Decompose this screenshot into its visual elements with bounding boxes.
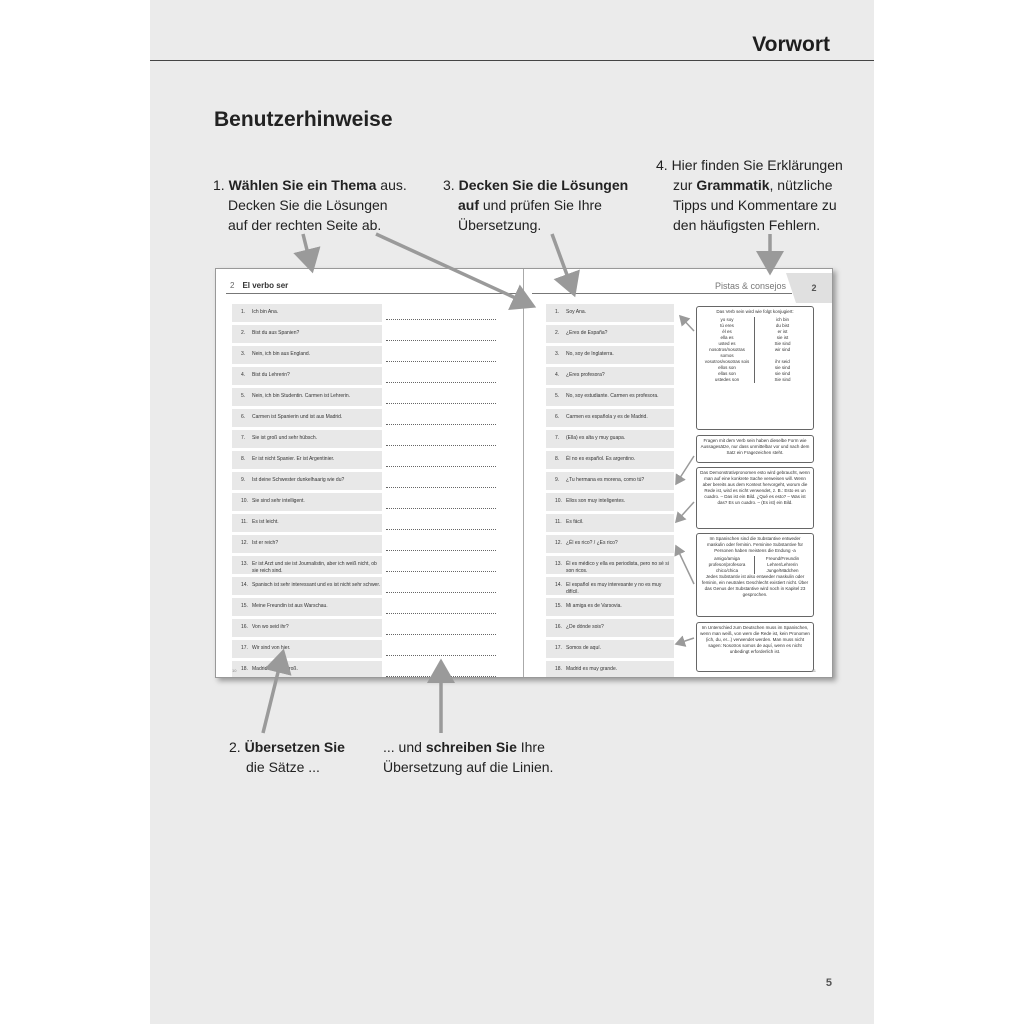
- grammar-cell: sie sind: [774, 365, 791, 370]
- exercise-text: Carmen ist Spanierin und ist aus Madrid.: [252, 414, 343, 420]
- solution-number: 5.: [555, 393, 560, 399]
- solution-number: 11.: [555, 519, 562, 525]
- exercise-text: Madrid ist sehr groß.: [252, 666, 298, 672]
- exercise-number: 1.: [241, 309, 246, 315]
- exercise-row: [232, 451, 500, 469]
- exercise-row: [232, 640, 500, 658]
- exercise-text: Bist du aus Spanien?: [252, 330, 300, 336]
- note-2-num: 2.: [229, 739, 241, 755]
- exercise-row: [232, 304, 500, 322]
- answer-line[interactable]: [382, 451, 500, 469]
- answer-line[interactable]: [382, 409, 500, 427]
- solution-text: Ellos son muy inteligentes.: [566, 498, 626, 504]
- note-3-line3: Übersetzung.: [458, 217, 542, 233]
- grammar-cell: tú eres: [700, 323, 755, 329]
- note-5-rest: Ihre: [516, 739, 545, 755]
- answer-line[interactable]: [382, 388, 500, 406]
- exercise-text: Wir sind von hier.: [252, 645, 291, 651]
- grammar-box-4-intro: Im Spanischen sind die Substantive entweder maskulin oder feminin. Feminine Substantive für Personen haben meistens die Endung -a: [706, 536, 804, 553]
- exercise-number: 12.: [241, 540, 248, 546]
- grammar-cell: ellos son: [700, 365, 755, 371]
- exercise-row: [232, 514, 500, 532]
- note-1: [213, 175, 407, 235]
- answer-line[interactable]: [382, 640, 500, 658]
- solution-row: [546, 325, 674, 343]
- note-4: [656, 155, 843, 235]
- solution-text: Carmen es española y es de Madrid.: [566, 414, 648, 420]
- exercise-number: 15.: [241, 603, 248, 609]
- grammar-cell: Sie sind: [774, 377, 791, 382]
- exercise-number: 18.: [241, 666, 248, 672]
- left-page-number: 2: [230, 281, 235, 290]
- note-4-line3: Tipps und Kommentare zu: [673, 197, 837, 213]
- solution-number: 18.: [555, 666, 562, 672]
- solution-number: 9.: [555, 477, 560, 483]
- solution-number: 16.: [555, 624, 562, 630]
- exercise-number: 14.: [241, 582, 248, 588]
- solution-row: [546, 367, 674, 385]
- solution-number: 12.: [555, 540, 562, 546]
- grammar-cell: sie ist: [776, 335, 789, 340]
- solution-number: 13.: [555, 561, 562, 567]
- exercise-text: Es ist leicht.: [252, 519, 279, 525]
- solution-text: Él no es español. Es argentino.: [566, 456, 636, 462]
- grammar-cell: yo soy: [700, 317, 755, 323]
- grammar-cell: profesor/profesora: [700, 562, 755, 568]
- header-title: Vorwort: [752, 33, 830, 56]
- grammar-cell: ustedes son: [700, 377, 755, 383]
- answer-line[interactable]: [382, 619, 500, 637]
- solution-row: [546, 577, 674, 595]
- answer-line[interactable]: [382, 346, 500, 364]
- exercise-text: Bist du Lehrerin?: [252, 372, 290, 378]
- solution-text: ¿Eres de España?: [566, 330, 608, 336]
- note-1-line3: auf der rechten Seite ab.: [228, 217, 382, 233]
- grammar-cell: ich bin: [775, 317, 789, 322]
- solution-row: [546, 346, 674, 364]
- solution-row: [546, 535, 674, 553]
- grammar-cell: usted es: [700, 341, 755, 347]
- solution-row: [546, 430, 674, 448]
- note-3-num: 3.: [443, 177, 455, 193]
- note-1-line2: Decken Sie die Lösungen: [228, 197, 388, 213]
- exercise-text: Ist deine Schwester dunkelhaarig wie du?: [252, 477, 345, 483]
- grammar-cell: er ist: [777, 329, 788, 334]
- solution-row: [546, 451, 674, 469]
- solution-number: 3.: [555, 351, 560, 357]
- solution-number: 6.: [555, 414, 560, 420]
- solution-text: El español es muy interesante y no es muy difícil.: [566, 582, 662, 595]
- solution-row: [546, 388, 674, 406]
- right-page-tab: 2: [796, 273, 832, 303]
- grammar-cell: vosotros/vosotras sois: [700, 359, 755, 365]
- exercise-number: 10.: [241, 498, 248, 504]
- solution-text: Somos de aquí.: [566, 645, 602, 651]
- book-spread: [215, 268, 833, 678]
- exercise-number: 9.: [241, 477, 246, 483]
- exercise-row: [232, 325, 500, 343]
- header-rule: [150, 60, 874, 61]
- exercise-row: [232, 619, 500, 637]
- grammar-cell: nosotros/nosotras somos: [700, 347, 755, 359]
- solution-text: Madrid es muy grande.: [566, 666, 618, 672]
- note-2-line2: die Sätze ...: [246, 759, 320, 775]
- conjugation-table: [700, 317, 810, 383]
- right-footer-number: 11: [811, 668, 816, 673]
- note-2-bold: Übersetzen Sie: [244, 739, 345, 755]
- grammar-cell: ihr seid: [775, 359, 790, 364]
- exercise-row: [232, 598, 500, 616]
- grammar-box-pronouns: Im Unterschied zum Deutschen muss im Spanischen, wenn man weiß, von wem die Rede ist, kein Pronomen (ich, du, er...) verwendet werden. Man muss nicht sagen: Nosotros somos de aquí, wenn es nicht unbedingt erforderlich ist.: [696, 622, 814, 672]
- exercise-text: Er ist Arzt und sie ist Journalistin, aber ich weiß nicht, ob sie reich sind.: [252, 561, 377, 574]
- exercise-text: Sie ist groß und sehr hübsch.: [252, 435, 318, 441]
- answer-line[interactable]: [382, 325, 500, 343]
- solution-text: ¿Tu hermana es morena, como tú?: [566, 477, 645, 483]
- exercise-text: Von wo seid ihr?: [252, 624, 289, 630]
- grammar-cell: Lehrer/Lehrerin: [767, 562, 798, 567]
- exercise-row: [232, 493, 500, 511]
- grammar-cell: sie sind: [774, 371, 791, 376]
- exercise-text: Ist er reich?: [252, 540, 279, 546]
- solution-row: [546, 409, 674, 427]
- grammar-cell: ella es: [700, 335, 755, 341]
- grammar-box-demonstrative: Das Demonstrativpronomen esto wird gebraucht, wenn man auf eine konkrete Sache verweisen will. Wenn aber bereits aus dem Kontext hervorgeht, worum die Rede ist, wird es nicht verwendet, z. B.: Esto es un cuadro. – Das ist ein Bild. ¿Qué es esto? – Was ist das? Es un cuadro. – (Es ist) ein Bild.: [696, 467, 814, 529]
- solution-number: 15.: [555, 603, 562, 609]
- note-1-bold: Wählen Sie ein Thema: [228, 177, 377, 193]
- answer-line[interactable]: [382, 661, 500, 678]
- grammar-cell: Freund/Freundin: [765, 556, 800, 561]
- note-5-pre: ... und: [383, 739, 426, 755]
- exercise-number: 8.: [241, 456, 246, 462]
- right-page-header: Pistas & consejos: [714, 281, 786, 291]
- exercise-number: 6.: [241, 414, 246, 420]
- grammar-box-conjugation: [696, 306, 814, 430]
- note-3: [443, 175, 628, 235]
- solution-text: ¿De dónde sois?: [566, 624, 604, 630]
- note-4-pre2: zur: [673, 177, 697, 193]
- exercise-number: 7.: [241, 435, 246, 441]
- exercise-row: [232, 409, 500, 427]
- exercise-text: Nein, ich bin Studentin. Carmen ist Lehrerin.: [252, 393, 351, 399]
- note-5-line2: Übersetzung auf die Linien.: [383, 759, 554, 775]
- grammar-cell: du bist: [775, 323, 790, 328]
- note-3-bold1: Decken Sie die Lösungen: [458, 177, 629, 193]
- solution-text: Él es médico y ella es periodista, pero no sé si son ricos.: [566, 561, 669, 574]
- solution-text: ¿Eres profesora?: [566, 372, 605, 378]
- solution-text: ¿Él es rico? / ¿Es rico?: [566, 540, 618, 546]
- solution-number: 7.: [555, 435, 560, 441]
- note-4-line4: den häufigsten Fehlern.: [673, 217, 821, 233]
- answer-line[interactable]: [382, 598, 500, 616]
- exercise-row: [232, 346, 500, 364]
- solution-row: [546, 472, 674, 490]
- note-5-bold: schreiben Sie: [425, 739, 517, 755]
- solution-row: [546, 556, 674, 574]
- solution-text: Mi amiga es de Varsovia.: [566, 603, 622, 609]
- answer-line[interactable]: [382, 556, 500, 574]
- exercise-number: 5.: [241, 393, 246, 399]
- solution-row: [546, 514, 674, 532]
- solution-row: [546, 619, 674, 637]
- left-footer-number: 10: [232, 668, 237, 673]
- solution-number: 10.: [555, 498, 562, 504]
- exercise-text: Ich bin Ana.: [252, 309, 279, 315]
- solution-row: [546, 640, 674, 658]
- solution-row: [546, 493, 674, 511]
- exercise-row: [232, 556, 500, 574]
- note-4-line1: 4. Hier finden Sie Erklärungen: [656, 157, 843, 173]
- solution-text: No, soy de Inglaterra.: [566, 351, 614, 357]
- solution-number: 14.: [555, 582, 562, 588]
- exercise-number: 11.: [241, 519, 248, 525]
- grammar-cell: amigo/amiga: [700, 556, 755, 562]
- solution-text: Es fácil.: [566, 519, 584, 525]
- gender-table: [700, 556, 810, 574]
- solution-number: 4.: [555, 372, 560, 378]
- left-head-rule: [226, 293, 516, 294]
- note-1-num: 1.: [213, 177, 225, 193]
- grammar-cell: ellas son: [700, 371, 755, 377]
- answer-line[interactable]: [382, 514, 500, 532]
- grammar-cell: chico/chica: [700, 568, 755, 574]
- exercise-row: [232, 661, 500, 678]
- note-4-rest2: , nützliche: [769, 177, 833, 193]
- solution-number: 17.: [555, 645, 562, 651]
- answer-line[interactable]: [382, 304, 500, 322]
- solution-row: [546, 304, 674, 322]
- grammar-cell: Sie sind: [774, 341, 791, 346]
- grammar-box-gender: [696, 533, 814, 617]
- book-spine: [523, 269, 524, 677]
- page-number: 5: [825, 977, 832, 989]
- exercise-row: [232, 367, 500, 385]
- exercise-text: Er ist nicht Spanier. Er ist Argentinier.: [252, 456, 335, 462]
- left-page-header: [230, 281, 288, 290]
- note-5: [383, 737, 553, 777]
- solution-number: 2.: [555, 330, 560, 336]
- note-3-rest2: und prüfen Sie Ihre: [479, 197, 602, 213]
- grammar-box-1-intro: Das Verb sein wird wie folgt konjugiert:: [716, 309, 794, 314]
- exercise-row: [232, 388, 500, 406]
- exercise-row: [232, 535, 500, 553]
- exercise-number: 4.: [241, 372, 246, 378]
- answer-line[interactable]: [382, 535, 500, 553]
- note-2: [229, 737, 345, 777]
- grammar-box-questions: Fragen mit dem Verb sein haben dieselbe Form wie Aussagesätze, nur dass unmittelbar vor und nach dem Satz ein Fragezeichen steht.: [696, 435, 814, 463]
- solution-text: (Ella) es alta y muy guapa.: [566, 435, 626, 441]
- right-head-rule: [532, 293, 792, 294]
- left-page-title: El verbo ser: [242, 281, 289, 290]
- exercise-text: Sie sind sehr intelligent.: [252, 498, 305, 504]
- answer-line[interactable]: [382, 472, 500, 490]
- answer-line[interactable]: [382, 493, 500, 511]
- exercise-row: [232, 472, 500, 490]
- grammar-box-4-outro: Jedes Substantiv ist also entweder maskulin oder feminin, ein neutrales Geschlecht existiert nicht. Über das Genus der Substantive wird noch in Kapitel 23 gesprochen.: [701, 574, 809, 597]
- solution-row: [546, 598, 674, 616]
- grammar-cell: wir sind: [774, 347, 791, 352]
- exercise-number: 13.: [241, 561, 248, 567]
- exercise-text: Meine Freundin ist aus Warschau.: [252, 603, 328, 609]
- exercise-number: 3.: [241, 351, 246, 357]
- answer-line[interactable]: [382, 577, 500, 595]
- note-3-bold2: auf: [458, 197, 479, 213]
- solution-row: [546, 661, 674, 678]
- solution-number: 1.: [555, 309, 560, 315]
- exercise-number: 2.: [241, 330, 246, 336]
- solution-text: Soy Ana.: [566, 309, 587, 315]
- grammar-cell: Junge/Mädchen: [766, 568, 799, 573]
- exercise-row: [232, 577, 500, 595]
- exercise-text: Spanisch ist sehr interessant und es ist nicht sehr schwer.: [252, 582, 381, 588]
- note-1-rest: aus.: [376, 177, 407, 193]
- grammar-cell: él es: [700, 329, 755, 335]
- solution-number: 8.: [555, 456, 560, 462]
- exercise-row: [232, 430, 500, 448]
- answer-line[interactable]: [382, 367, 500, 385]
- note-4-bold2: Grammatik: [696, 177, 770, 193]
- exercise-number: 17.: [241, 645, 248, 651]
- section-title: Benutzerhinweise: [214, 108, 393, 131]
- solution-text: No, soy estudiante. Carmen es profesora.: [566, 393, 659, 399]
- exercise-text: Nein, ich bin aus England.: [252, 351, 311, 357]
- answer-line[interactable]: [382, 430, 500, 448]
- exercise-number: 16.: [241, 624, 248, 630]
